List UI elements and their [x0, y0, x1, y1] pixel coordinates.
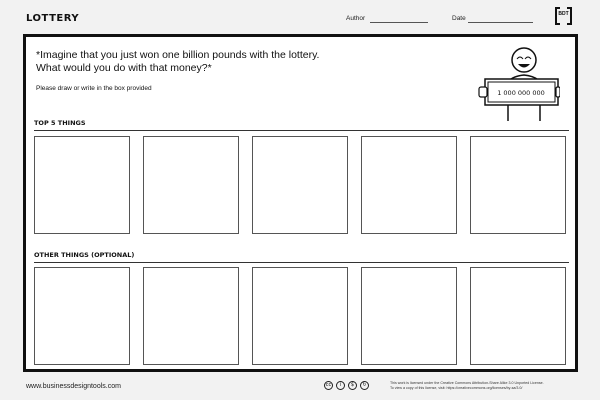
other-box-5[interactable]: [470, 267, 566, 365]
section-divider-other: [34, 262, 569, 263]
license-text: [390, 381, 578, 391]
prompt-text: [36, 49, 436, 75]
instruction-text: Please draw or write in the box provided: [36, 85, 152, 92]
prompt-line-2: What would you do with that money?*: [36, 62, 212, 74]
section-divider-top-5: [34, 130, 569, 131]
page-title: LOTTERY: [26, 13, 80, 24]
other-box-3[interactable]: [252, 267, 348, 365]
date-field[interactable]: [468, 22, 533, 23]
other-box-4[interactable]: [361, 267, 457, 365]
top-5-box-5[interactable]: [470, 136, 566, 234]
other-box-1[interactable]: [34, 267, 130, 365]
logo-text: BDT: [558, 11, 569, 17]
other-box-2[interactable]: [143, 267, 239, 365]
top-5-box-2[interactable]: [143, 136, 239, 234]
attribution-icon: i: [336, 381, 345, 390]
lottery-winner-icon: [478, 45, 560, 123]
author-label: Author: [346, 15, 366, 22]
date-label: Date: [452, 15, 466, 22]
noncommercial-icon: $: [348, 381, 357, 390]
cc-license-icons: [324, 381, 369, 391]
bdt-logo: [555, 7, 572, 25]
top-5-box-3[interactable]: [252, 136, 348, 234]
license-line-2: To view a copy of this license, visit: https://creativecommons.org/licenses/by-sa/3.0/: [390, 386, 523, 390]
section-label-top-5: TOP 5 THINGS: [34, 119, 86, 127]
author-field[interactable]: [370, 22, 428, 23]
top-5-box-4[interactable]: [361, 136, 457, 234]
cheque-amount: 1 000 000 000: [497, 89, 545, 97]
top-5-box-1[interactable]: [34, 136, 130, 234]
footer-url[interactable]: www.businessdesigntools.com: [26, 383, 121, 390]
prompt-line-1: *Imagine that you just won one billion pounds with the lottery.: [36, 49, 320, 61]
license-line-1: This work is licensed under the Creative Commons Attribution-Share Alike 3.0 Unported License.: [390, 381, 544, 385]
cc-icon: cc: [325, 382, 332, 388]
worksheet-frame: [23, 34, 578, 372]
sharealike-icon: ↻: [360, 381, 369, 390]
section-label-other: OTHER THINGS (OPTIONAL): [34, 251, 135, 259]
